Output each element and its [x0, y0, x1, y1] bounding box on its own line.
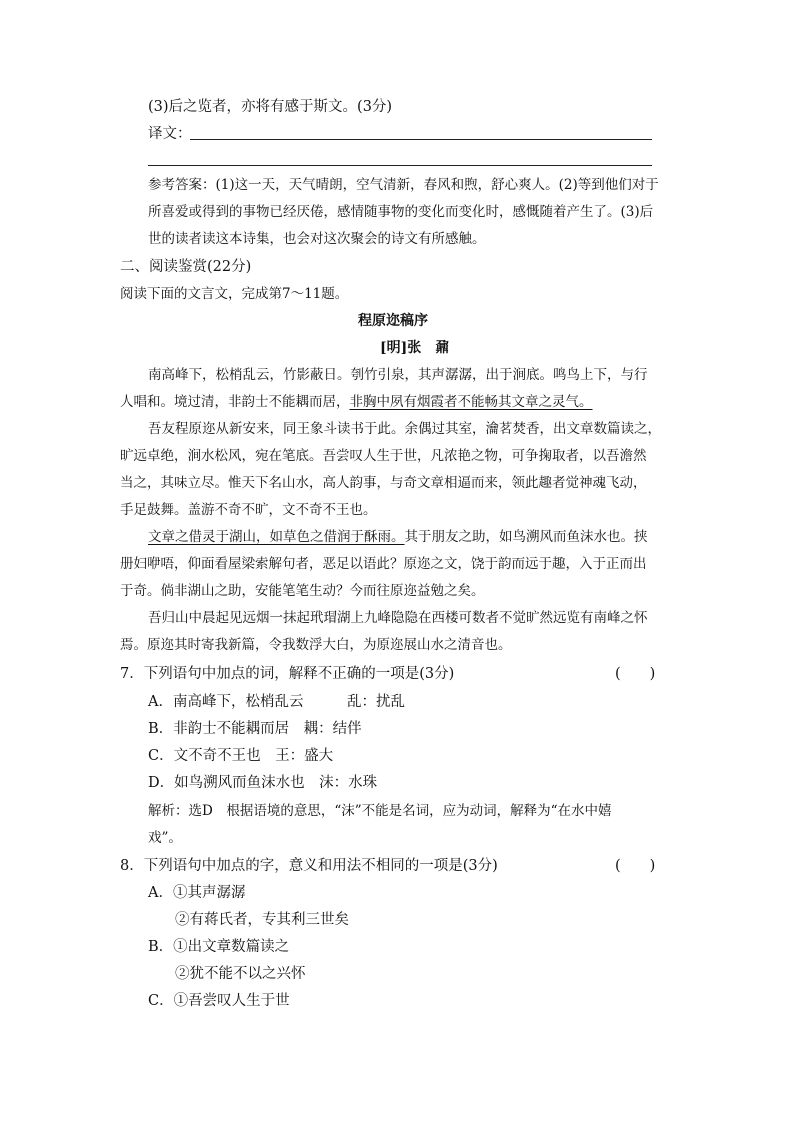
reference-answer-line-1: 参考答案：(1)这一天，天气晴朗，空气清新，春风和煦，舒心爽人。(2)等到他们对于 — [148, 177, 659, 193]
q8-option-c-1: C．①吾尝叹人生于世 — [148, 993, 290, 1009]
q8-option-b-2: ②犹不能不以之兴怀 — [175, 966, 306, 982]
essay-p3-line-1-text: 其于朋友之助，如鸟溯风而鱼沫水也。挟 — [404, 529, 648, 545]
essay-p2-line-3: 当之，其味立尽。惟天下名山水，高人韵事，与奇文章相逼而来，领此趣者觉神魂飞动， — [120, 475, 647, 491]
essay-p3-line-2: 册妇咿唔，仰面看屋梁索解句者，恶足以语此？原迩之文，饶于韵而远于趣，入于正而出 — [120, 556, 647, 572]
q7-stem: 7．下列语句中加点的词，解释不正确的一项是(3分) — [120, 666, 455, 682]
q8-stem: 8．下列语句中加点的字，意义和用法不相同的一项是(3分) — [120, 858, 498, 874]
essay-underlined-sentence-2: 文章之借灵于湖山，如草色之借润于酥雨。 — [148, 529, 405, 545]
essay-author: [明]张 鼐 — [380, 340, 450, 356]
section-heading: 二、阅读鉴赏(22分) — [120, 259, 252, 275]
essay-p4-line-1: 吾归山中晨起见远烟一抹起玳瑁湖上九峰隐隐在西楼可数者不觉旷然远览有南峰之怀 — [148, 610, 648, 626]
essay-p1-line-2-text: 人唱和。境过清，非韵士不能耦而居， — [120, 394, 350, 410]
translation-label: 译文： — [148, 126, 192, 142]
essay-p1-line-1: 南高峰下，松梢乱云，竹影蔽日。刳竹引泉，其声潺潺，出于涧底。鸣鸟上下，与行 — [148, 367, 648, 383]
essay-p1-line-2 — [120, 392, 593, 412]
q7-option-d: D．如鸟溯风而鱼沫水也 沫：水珠 — [148, 775, 378, 791]
essay-p2-line-2: 旷远卓绝，涧水松风，宛在笔底。吾尝叹人生于世，凡浓艳之物，可争掬取者，以吾澹然 — [120, 448, 647, 464]
q7-analysis-line-1: 解析：选D 根据语境的意思，“沫”不能是名词，应为动词，解释为“在水中嬉 — [148, 803, 612, 819]
q7-answer-parentheses: ( ) — [615, 666, 656, 682]
q8-option-b-1: B．①出文章数篇读之 — [148, 939, 290, 955]
q8-option-a-1: A．①其声潺潺 — [148, 885, 246, 901]
reference-answer-line-3: 世的读者读这本诗集，也会对这次聚会的诗文有所感触。 — [148, 231, 486, 247]
q3-prompt: (3)后之览者，亦将有感于斯文。(3分) — [148, 99, 393, 115]
answer-blank-line-1 — [190, 139, 652, 140]
q8-option-a-2: ②有蒋氏者，专其利三世矣 — [175, 912, 349, 928]
answer-blank-line-2 — [148, 165, 652, 166]
essay-p3-line-3: 于奇。倘非湖山之助，安能笔笔生动？今而往原迩益勉之矣。 — [120, 583, 485, 599]
essay-p4-line-2: 焉。原迩其时寄我新篇，令我数浮大白，为原迩展山水之清音也。 — [120, 637, 512, 653]
q7-analysis-line-2: 戏”。 — [148, 830, 182, 846]
essay-p2-line-4: 手足鼓舞。盖游不奇不旷，文不奇不王也。 — [120, 502, 377, 518]
section-instruction: 阅读下面的文言文，完成第7～11题。 — [120, 286, 349, 302]
essay-p2-line-1: 吾友程原迩从新安来，同王象斗读书于此。余偶过其室，瀹茗焚香，出文章数篇读之， — [148, 421, 661, 437]
reference-answer-line-2: 所喜爱或得到的事物已经厌倦，感情随事物的变化而变化时，感慨随着产生了。(3)后 — [148, 204, 654, 220]
q8-answer-parentheses: ( ) — [615, 858, 656, 874]
q7-option-b: B．非韵士不能耦而居 耦：结伴 — [148, 721, 362, 737]
q7-option-c: C．文不奇不王也 王：盛大 — [148, 748, 334, 764]
q7-option-a: A．南高峰下，松梢乱云 乱：扰乱 — [148, 694, 405, 710]
essay-p3-line-1 — [148, 527, 648, 547]
essay-title: 程原迩稿序 — [358, 313, 428, 329]
essay-underlined-sentence-1: 非胸中夙有烟霞者不能畅其文章之灵气。 — [349, 394, 593, 410]
